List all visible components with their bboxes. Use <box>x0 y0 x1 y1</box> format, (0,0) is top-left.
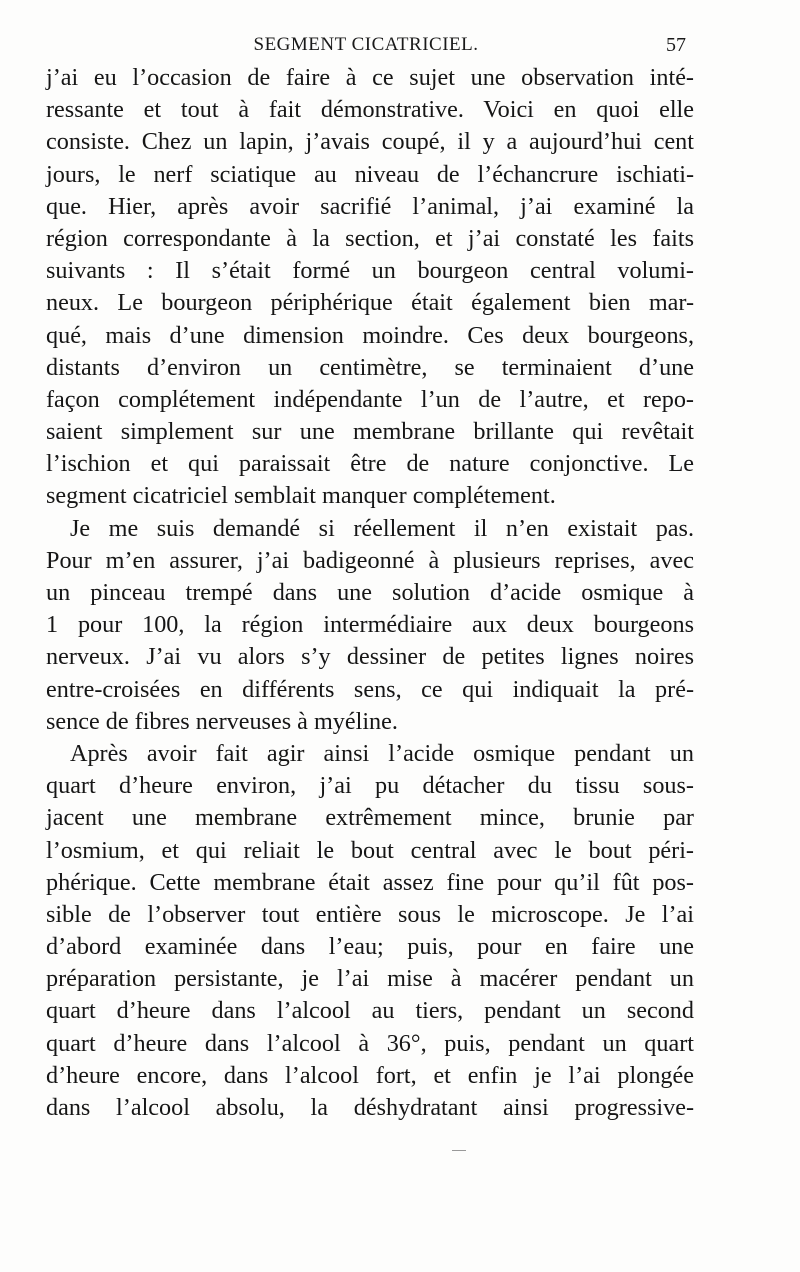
text-line: nerveux. J’ai vu alors s’y dessiner de petites lignes noires <box>46 643 694 671</box>
text-line: façon complétement indépendante l’un de l’autre, et repo- <box>46 385 694 413</box>
text-line: suivants : Il s’était formé un bourgeon central volumi- <box>46 257 694 285</box>
text-line: ressante et tout à fait démonstrative. Voici en quoi elle <box>46 96 694 124</box>
text-line: jacent une membrane extrêmement mince, brunie par <box>46 804 694 832</box>
text-line: Je me suis demandé si réellement il n’en existait pas. <box>70 514 694 542</box>
page-number: 57 <box>666 34 686 56</box>
footer-dash <box>452 1150 466 1151</box>
running-head <box>46 34 686 58</box>
body-text <box>46 62 694 1124</box>
text-line: sible de l’observer tout entière sous le microscope. Je l’ai <box>46 900 694 928</box>
text-line: entre-croisées en différents sens, ce qui indiquait la pré- <box>46 675 694 703</box>
text-line: neux. Le bourgeon périphérique était également bien mar- <box>46 289 694 317</box>
text-line: phérique. Cette membrane était assez fine pour qu’il fût pos- <box>46 868 694 896</box>
text-line: quart d’heure dans l’alcool au tiers, pendant un second <box>46 997 694 1025</box>
text-line: consiste. Chez un lapin, j’avais coupé, il y a aujourd’hui cent <box>46 128 694 156</box>
text-line: quart d’heure dans l’alcool à 36°, puis, pendant un quart <box>46 1029 694 1057</box>
text-line: jours, le nerf sciatique au niveau de l’échancrure ischiati- <box>46 160 694 188</box>
text-line: un pinceau trempé dans une solution d’acide osmique à <box>46 579 694 606</box>
text-line: préparation persistante, je l’ai mise à macérer pendant un <box>46 965 694 993</box>
text-line: sence de fibres nerveuses à myéline. <box>46 707 398 735</box>
text-line: que. Hier, après avoir sacrifié l’animal, j’ai examiné la <box>46 192 694 220</box>
text-line: l’ischion et qui paraissait être de nature conjonctive. Le <box>46 450 694 478</box>
text-line: j’ai eu l’occasion de faire à ce sujet une observation inté- <box>46 64 694 91</box>
text-line: d’abord examinée dans l’eau; puis, pour en faire une <box>46 933 694 961</box>
text-line: Après avoir fait agir ainsi l’acide osmique pendant un <box>70 739 694 767</box>
text-line: qué, mais d’une dimension moindre. Ces deux bourgeons, <box>46 321 694 349</box>
text-line: l’osmium, et qui reliait le bout central avec le bout péri- <box>46 836 694 864</box>
text-line: quart d’heure environ, j’ai pu détacher du tissu sous- <box>46 772 694 800</box>
text-line: région correspondante à la section, et j’ai constaté les faits <box>46 224 694 252</box>
running-head-title: SEGMENT CICATRICIEL. <box>253 34 479 55</box>
text-line: 1 pour 100, la région intermédiaire aux deux bourgeons <box>46 611 694 639</box>
text-line: saient simplement sur une membrane brillante qui revêtait <box>46 418 694 446</box>
text-line: d’heure encore, dans l’alcool fort, et enfin je l’ai plongée <box>46 1061 694 1089</box>
text-line: segment cicatriciel semblait manquer complétement. <box>46 482 556 510</box>
text-line: Pour m’en assurer, j’ai badigeonné à plusieurs reprises, avec <box>46 546 694 574</box>
text-line: dans l’alcool absolu, la déshydratant ainsi progressive- <box>46 1094 694 1121</box>
text-line: distants d’environ un centimètre, se terminaient d’une <box>46 353 694 381</box>
